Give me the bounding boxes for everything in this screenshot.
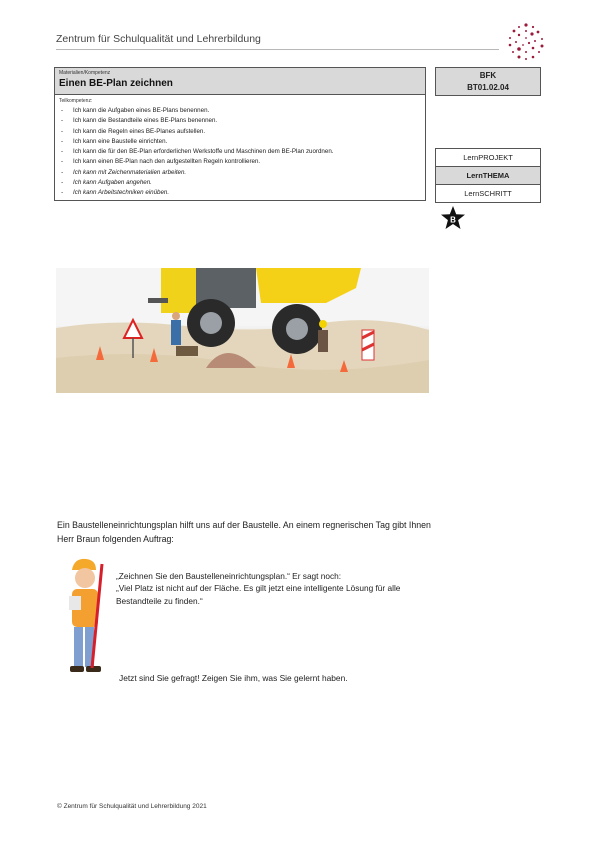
lern-row-projekt: LernPROJEKT	[436, 149, 540, 167]
intro-paragraph: Ein Baustelleneinrichtungsplan hilft uns auf der Baustelle. An einem regnerischen Tag gibt Ihnen Herr Braun folgenden Auftrag:	[57, 520, 431, 544]
quote-line-2: „Viel Platz ist nicht auf der Fläche. Es gilt jetzt eine intelligente Lösung für alle Bestandteile zu finden.“	[116, 583, 401, 606]
lern-row-thema: LernTHEMA	[436, 167, 540, 185]
construction-site-miniature-dumper-image	[56, 268, 429, 393]
header-divider	[56, 49, 499, 50]
lern-row-schritt: LernSCHRITT	[464, 189, 512, 198]
sub-competence-label: Teilkompetenz:	[59, 98, 93, 104]
lern-level-table	[435, 148, 541, 203]
construction-worker-illustration-icon	[58, 556, 118, 678]
quote-line-1: „Zeichnen Sie den Baustelleneinrichtungsplan.“ Er sagt noch:	[116, 571, 342, 581]
sub-competence-list	[59, 106, 421, 199]
list-item: - Ich kann Aufgaben angehen.	[59, 178, 421, 188]
competence-header	[55, 68, 425, 95]
list-item: - Ich kann mit Zeichenmaterialien arbeiten.	[59, 168, 421, 178]
list-item: - Ich kann einen BE-Plan nach den aufgestellten Regeln kontrollieren.	[59, 157, 421, 167]
course-code-line1: BFK	[479, 71, 497, 80]
sub-competence-section	[55, 95, 425, 199]
star-icon	[440, 205, 466, 231]
list-item: - Ich kann die Aufgaben eines BE-Plans benennen.	[59, 106, 421, 116]
closing-text: Jetzt sind Sie gefragt! Zeigen Sie ihm, was Sie gelernt haben.	[119, 673, 348, 683]
dotted-circle-logo-icon	[506, 22, 546, 62]
list-item: - Ich kann die Regeln eines BE-Planes aufstellen.	[59, 127, 421, 137]
list-item: - Ich kann eine Baustelle einrichten.	[59, 137, 421, 147]
competence-small-label: Materialien/Kompetenz	[59, 70, 111, 76]
list-item: - Ich kann die Bestandteile eines BE-Plans benennen.	[59, 116, 421, 126]
competence-box	[54, 67, 426, 201]
competence-title: Einen BE-Plan zeichnen	[59, 78, 173, 89]
level-letter: B	[450, 215, 456, 225]
quote-block	[116, 570, 436, 607]
list-item: - Ich kann Arbeitstechniken einüben.	[59, 188, 421, 198]
footer-copyright: © Zentrum für Schulqualität und Lehrerbildung 2021	[57, 803, 207, 810]
header-title: Zentrum für Schulqualität und Lehrerbildung	[56, 33, 261, 45]
list-item: - Ich kann die für den BE-Plan erforderlichen Werkstoffe und Maschinen dem BE-Plan zuordnen.	[59, 147, 421, 157]
course-code-line2: BT01.02.04	[467, 83, 509, 92]
course-code-box	[435, 67, 541, 96]
